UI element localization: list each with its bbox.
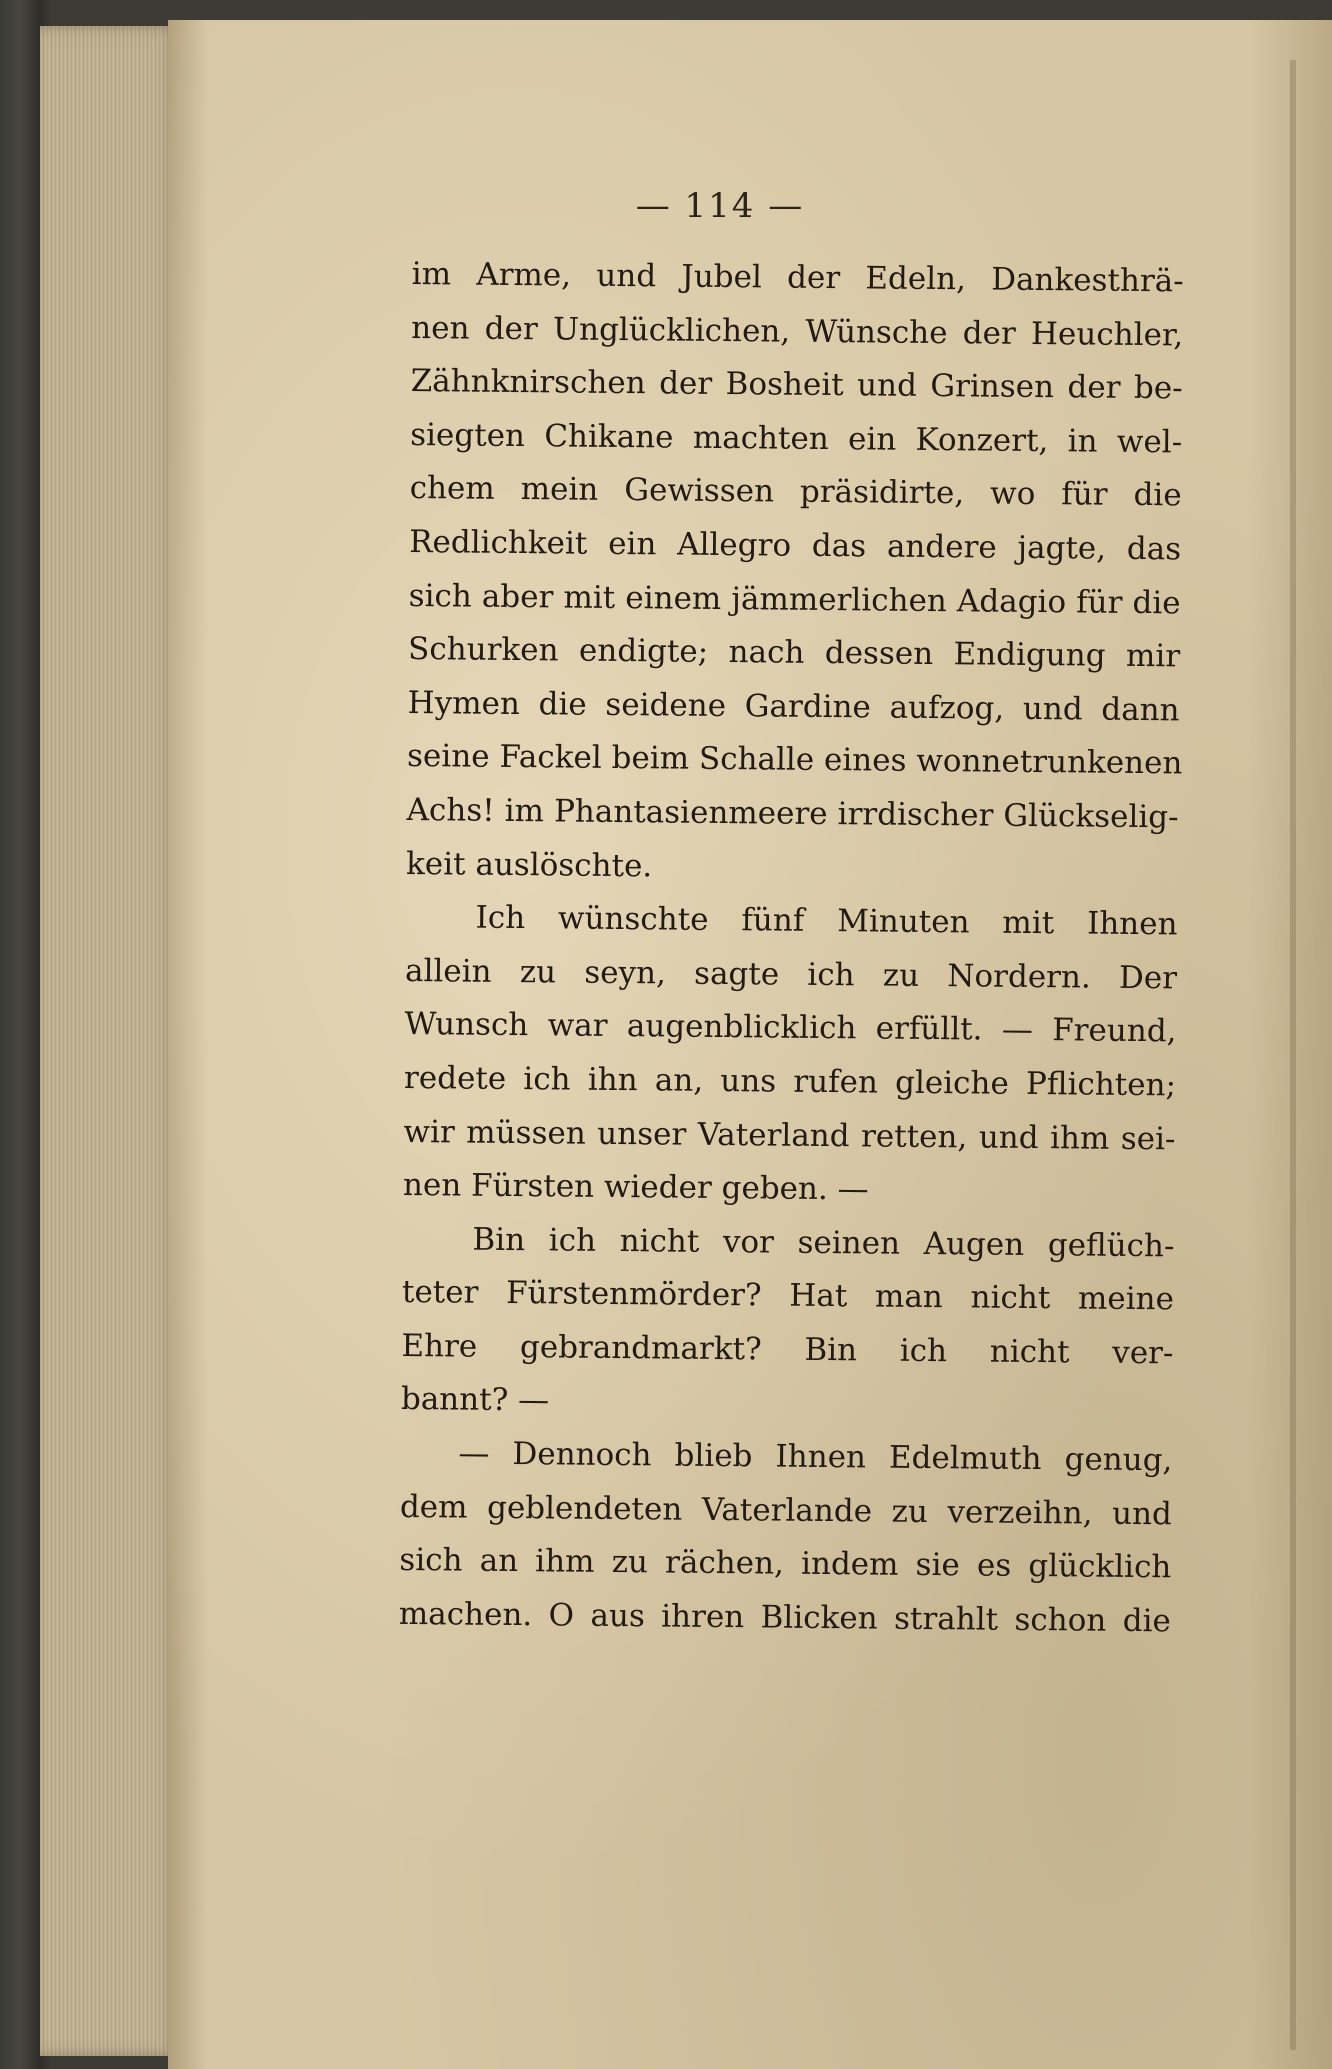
text-line: bannt? — [400, 1381, 550, 1419]
text-line: sich aber mit einem jämmerlichen Adagio für die [408, 577, 1181, 621]
facing-page-edge [1290, 60, 1296, 2050]
text-line: Zähnknirschen der Bosheit und Grinsen der be- [410, 363, 1183, 407]
paragraph-first-line: — Dennoch blieb Ihnen Edelmuth genug, [458, 1435, 1173, 1479]
text-line: sich an ihm zu rächen, indem sie es glücklich [399, 1542, 1172, 1586]
text-line: Hymen die seidene Gardine aufzog, und dann [407, 684, 1180, 729]
text-line: wir müssen unser Vaterland retten, und ihm sei- [403, 1113, 1176, 1157]
text-line: nen Fürsten wieder geben. — [402, 1167, 869, 1208]
text-line: dem geblendeten Vaterlande zu verzeihn, und [399, 1488, 1173, 1533]
text-line: im Arme, und Jubel der Edeln, Dankesthrä- [411, 255, 1184, 300]
text-line: Wunsch war augenblicklich erfüllt. — Freund, [404, 1006, 1177, 1050]
text-line: keit auslöschte. [405, 845, 653, 884]
text-line: Schurken endigte; nach dessen Endigung mir [407, 631, 1181, 675]
page-number: — 114 — [635, 186, 805, 226]
book-page-edges [40, 26, 180, 2056]
text-line: nen der Unglücklichen, Wünsche der Heuchler, [411, 309, 1184, 353]
text-line: siegten Chikane machten ein Konzert, in wel- [410, 416, 1183, 461]
text-line: allein zu seyn, sagte ich zu Nordern. Der [404, 952, 1178, 997]
text-line: chem mein Gewissen präsidirte, wo für die [409, 470, 1182, 514]
text-line: machen. O aus ihren Blicken strahlt schon die [398, 1595, 1172, 1640]
body-text [399, 248, 1184, 1649]
text-line: Redlichkeit ein Allegro das andere jagte, das [409, 523, 1182, 568]
paragraph-first-line: Bin ich nicht vor seinen Augen geflüch- [472, 1221, 1175, 1265]
paragraph-first-line: Ich wünschte fünf Minuten mit Ihnen [475, 899, 1178, 943]
text-line: redete ich ihn an, uns rufen gleiche Pflichten; [403, 1059, 1177, 1104]
text-line: seine Fackel beim Schalle eines wonnetrunkenen [406, 738, 1183, 782]
text-line: Achs! im Phantasienmeere irrdischer Glückselig- [406, 791, 1179, 836]
text-line: Ehre gebrandmarkt? Bin ich nicht ver- [401, 1327, 1174, 1372]
text-line: teter Fürstenmörder? Hat man nicht meine [401, 1274, 1175, 1318]
